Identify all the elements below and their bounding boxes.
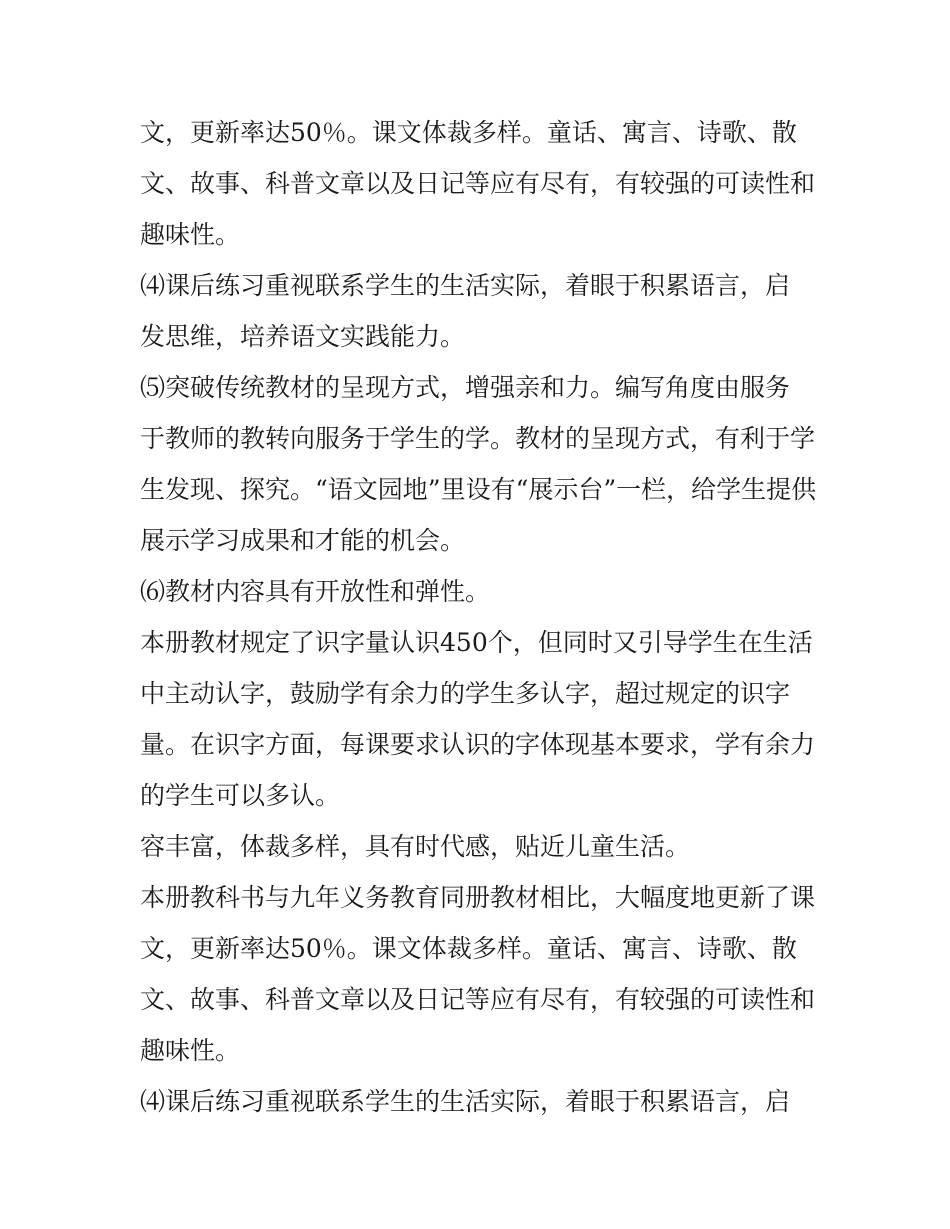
text-line: 展示学习成果和才能的机会。: [140, 526, 466, 555]
text-line: 中主动认字，鼓励学有余力的学生多认字，超过规定的识字: [140, 679, 791, 708]
text-line: 容丰富，体裁多样，具有时代感，贴近儿童生活。: [140, 832, 691, 861]
text-line: 趣味性。: [140, 1036, 241, 1065]
text-line: 本册教科书与九年义务教育同册教材相比，大幅度地更新了课: [140, 883, 816, 912]
text-line: ⑹教材内容具有开放性和弹性。: [140, 577, 491, 606]
text-line: ⑷课后练习重视联系学生的生活实际，着眼于积累语言，启: [140, 1087, 791, 1116]
text-line: 量。在识字方面，每课要求认识的字体现基本要求，学有余力: [140, 730, 816, 759]
text-line: ⑸突破传统教材的呈现方式，增强亲和力。编写角度由服务: [140, 373, 791, 402]
text-line: 文、故事、科普文章以及日记等应有尽有，有较强的可读性和: [140, 169, 816, 198]
text-line: 生发现、探究。“语文园地”里设有“展示台”一栏，给学生提供: [140, 475, 817, 504]
text-line: 文、故事、科普文章以及日记等应有尽有，有较强的可读性和: [140, 985, 816, 1014]
text-line: 于教师的教转向服务于学生的学。教材的呈现方式，有利于学: [140, 424, 816, 453]
text-line: 文，更新率达50％。课文体裁多样。童话、寓言、诗歌、散: [140, 934, 797, 963]
body-text: [140, 107, 820, 1127]
text-line: 的学生可以多认。: [140, 781, 341, 810]
text-line: 发思维，培养语文实践能力。: [140, 322, 466, 351]
text-line: ⑷课后练习重视联系学生的生活实际，着眼于积累语言，启: [140, 271, 791, 300]
text-line: 文，更新率达50％。课文体裁多样。童话、寓言、诗歌、散: [140, 118, 797, 147]
text-line: 本册教材规定了识字量认识450个，但同时又引导学生在生活: [140, 628, 813, 657]
text-line: 趣味性。: [140, 220, 241, 249]
